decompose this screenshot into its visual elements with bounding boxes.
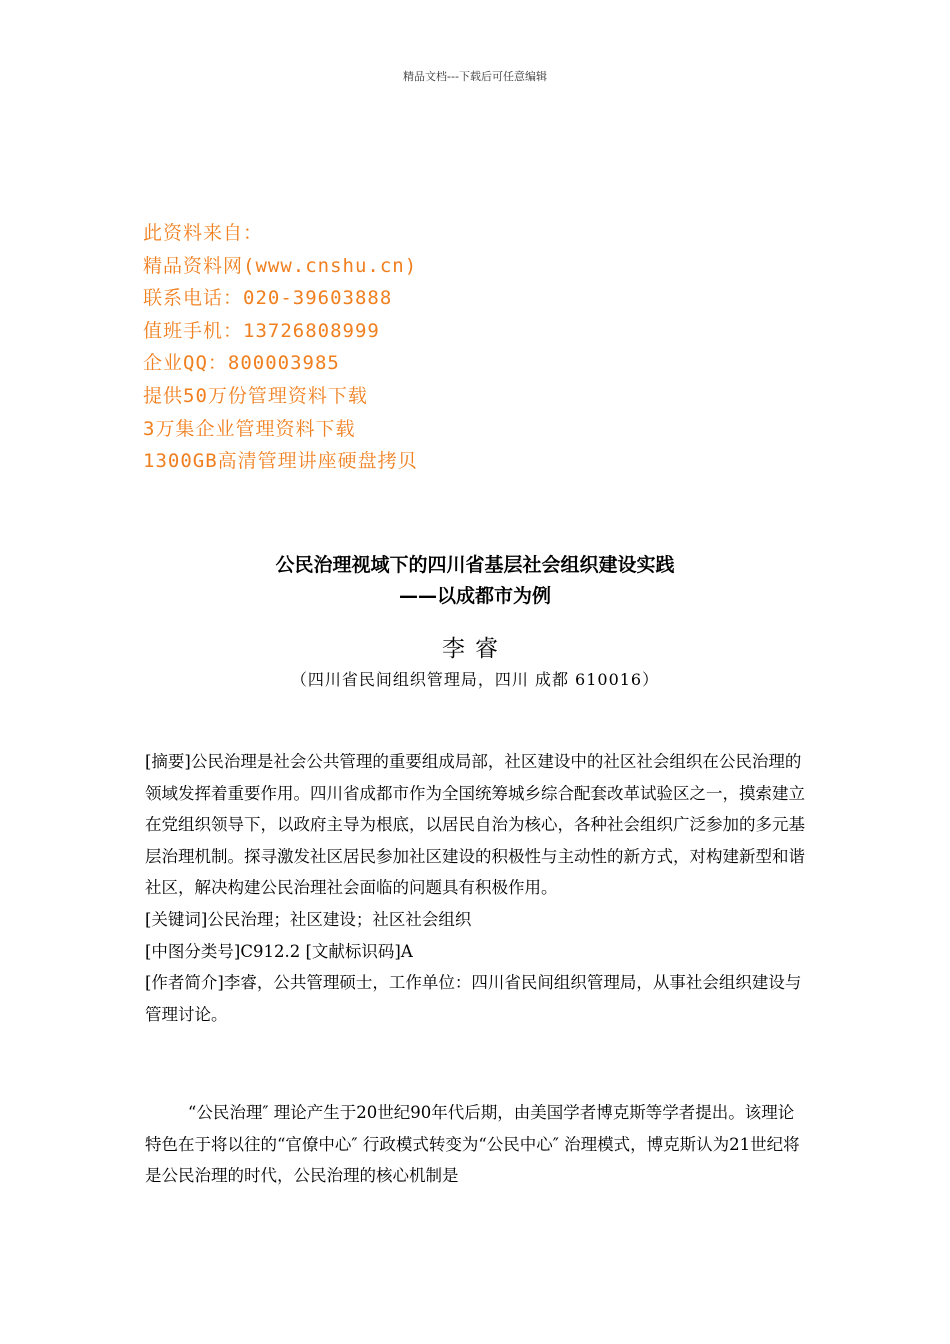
body-text bbox=[145, 1097, 807, 1192]
promo-line: 联系电话：020-39603888 bbox=[143, 287, 393, 310]
promo-line: 企业QQ：800003985 bbox=[143, 352, 340, 375]
promo-line: 此资料来自： bbox=[143, 222, 264, 244]
author-name: 李睿 bbox=[442, 636, 508, 662]
author-affiliation: （四川省民间组织管理局，四川 成都 610016） bbox=[290, 670, 660, 689]
promo-line: 值班手机：13726808999 bbox=[143, 319, 380, 342]
page-header: 精品文档---下载后可任意编辑 bbox=[403, 70, 547, 83]
body-paragraph: “公民治理″ 理论产生于20世纪90年代后期，由美国学者博克斯等学者提出。该理论特色在于将以往的“官僚中心″ 行政模式转变为“公民中心″ 治理模式，博克斯认为21世纪将是公民治理的时代，公民治理的核心机制是 bbox=[145, 1103, 800, 1186]
keywords: [关键词]公民治理；社区建设；社区社会组织 bbox=[145, 909, 472, 929]
classification: [中图分类号]C912.2 [文献标识码]A bbox=[145, 941, 413, 961]
title-block bbox=[0, 550, 950, 692]
promo-line: 1300GB高清管理讲座硬盘拷贝 bbox=[143, 450, 418, 473]
abstract-text: [摘要]公民治理是社会公共管理的重要组成局部，社区建设中的社区社会组织在公民治理的领域发挥着重要作用。四川省成都市作为全国统筹城乡综合配套改革试验区之一，摸索建立在党组织领导下，以政府主导为根底，以居民自治为核心，各种社会组织广泛参加的多元基层治理机制。探寻激发社区居民参加社区建设的积极性与主动性的新方式，对构建新型和谐社区，解决构建公民治理社会面临的问题具有积极作用。 bbox=[145, 752, 805, 898]
article-title: 公民治理视域下的四川省基层社会组织建设实践 bbox=[275, 554, 675, 576]
promo-line: 精品资料网(www.cnshu.cn) bbox=[143, 254, 418, 277]
author-intro: [作者简介]李睿，公共管理硕士，工作单位：四川省民间组织管理局，从事社会组织建设与管理讨论。 bbox=[145, 973, 802, 1024]
article-subtitle: ——以成都市为例 bbox=[398, 585, 551, 607]
abstract-section bbox=[145, 746, 805, 1030]
promo-line: 提供50万份管理资料下载 bbox=[143, 384, 368, 407]
promo-block bbox=[143, 217, 643, 478]
promo-line: 3万集企业管理资料下载 bbox=[143, 417, 356, 440]
